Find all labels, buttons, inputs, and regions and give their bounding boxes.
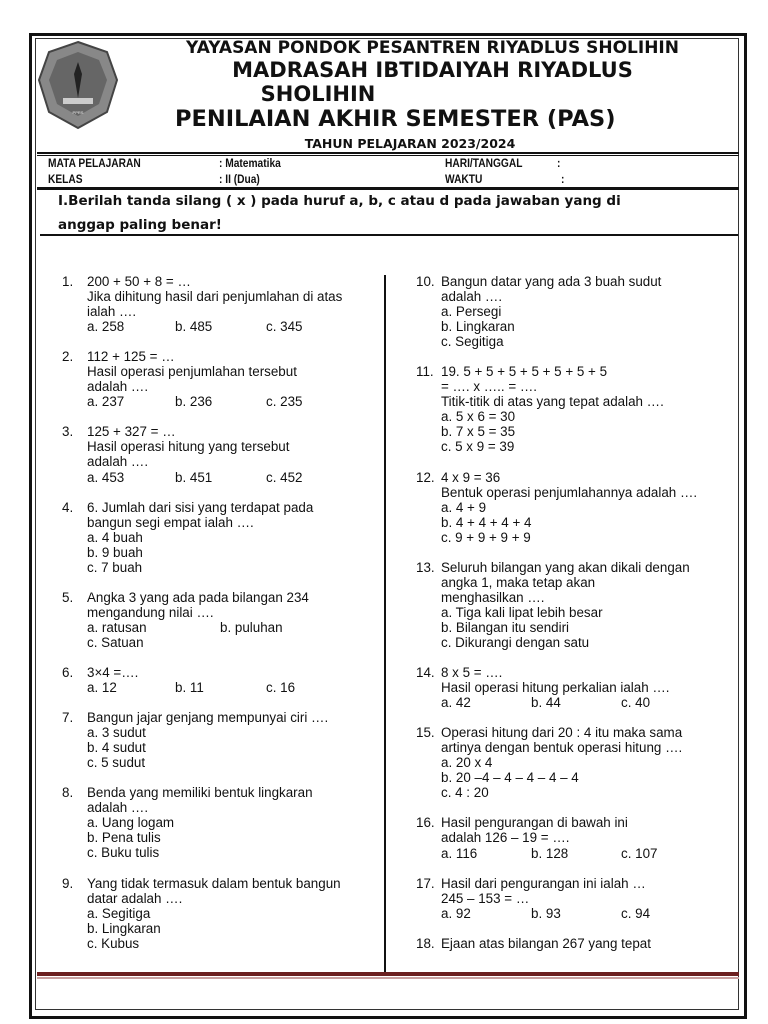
question-item	[416, 936, 736, 951]
question-number: 4.	[62, 499, 74, 515]
instruction-line-1: I.Berilah tanda silang ( x ) pada huruf a, b, c atau d pada jawaban yang di	[58, 193, 621, 209]
question-text: 19. 5 + 5 + 5 + 5 + 5 + 5 + 5	[441, 364, 608, 380]
answer-option[interactable]: b. Lingkaran	[87, 920, 161, 936]
question-item	[416, 725, 736, 800]
foundation-name: YAYASAN PONDOK PESANTREN RIYADLUS SHOLIHIN	[186, 38, 679, 58]
academic-year: TAHUN PELAJARAN 2023/2024	[304, 136, 516, 151]
answer-options	[87, 921, 377, 936]
answer-option[interactable]: b. Bilangan itu sendiri	[441, 619, 570, 635]
question-text: 6. Jumlah dari sisi yang terdapat pada	[87, 499, 314, 515]
question-item	[416, 560, 736, 650]
question-number: 15.	[416, 725, 435, 741]
question-body	[441, 725, 736, 800]
question-number: 3.	[62, 424, 74, 440]
answer-option[interactable]: b. 20 –4 – 4 – 4 – 4 – 4	[441, 770, 579, 786]
answer-option[interactable]: b. 485	[175, 319, 213, 335]
question-number: 7.	[62, 710, 74, 726]
answer-option[interactable]: a. 12	[87, 680, 117, 696]
question-text: datar adalah ….	[87, 890, 183, 906]
answer-options	[87, 906, 377, 921]
answer-option[interactable]: a. Segitiga	[87, 905, 151, 921]
question-text: bangun segi empat ialah ….	[87, 514, 254, 530]
answer-option[interactable]: b. 4 sudut	[87, 740, 146, 756]
class-value: : II (Dua)	[219, 172, 260, 186]
question-text: = …. x ….. = ….	[441, 379, 537, 395]
question-item	[62, 785, 377, 860]
question-item	[62, 500, 377, 575]
footer-rule	[37, 972, 739, 976]
info-rule	[37, 187, 739, 190]
question-body	[87, 274, 377, 334]
answer-option[interactable]: a. Persegi	[441, 304, 502, 320]
question-number: 11.	[416, 364, 434, 380]
answer-options	[441, 906, 736, 921]
question-number: 14.	[416, 665, 435, 681]
answer-option[interactable]: c. 235	[266, 394, 303, 410]
answer-option[interactable]: b. 44	[531, 695, 561, 711]
answer-options	[441, 846, 736, 861]
question-text: 4 x 9 = 36	[441, 469, 501, 485]
question-text: 3×4 =….	[87, 664, 139, 680]
answer-option[interactable]: b. 4 + 4 + 4 + 4	[441, 514, 532, 530]
question-text: adalah ….	[87, 454, 149, 470]
question-number: 6.	[62, 664, 74, 680]
answer-option[interactable]: c. 40	[621, 695, 651, 711]
questions-right-column	[416, 274, 736, 966]
answer-option[interactable]: c. 94	[621, 905, 651, 921]
answer-option[interactable]: c. 4 : 20	[441, 785, 489, 801]
question-body	[441, 936, 736, 951]
school-logo	[37, 40, 119, 130]
answer-options	[441, 500, 736, 515]
question-item	[416, 470, 736, 545]
answer-option[interactable]: c. Dikurangi dengan satu	[441, 634, 590, 650]
answer-options	[87, 845, 377, 860]
question-text: angka 1, maka tetap akan	[441, 574, 596, 590]
answer-option[interactable]: b. 93	[531, 905, 561, 921]
question-number: 5.	[62, 589, 74, 605]
question-body	[441, 665, 736, 710]
question-item	[416, 364, 736, 454]
answer-option[interactable]: c. Kubus	[87, 935, 140, 951]
answer-options	[441, 530, 736, 545]
answer-options	[87, 725, 377, 740]
answer-option[interactable]: a. 116	[441, 845, 478, 861]
answer-options	[441, 409, 736, 424]
answer-option[interactable]: c. 345	[266, 319, 303, 335]
question-body	[87, 876, 377, 951]
question-number: 8.	[62, 785, 74, 801]
question-body	[441, 364, 736, 454]
school-name: MADRASAH IBTIDAIYAH RIYADLUS	[232, 58, 633, 82]
answer-option[interactable]: c. 452	[266, 469, 303, 485]
answer-option[interactable]: b. 7 x 5 = 35	[441, 424, 516, 440]
question-number: 9.	[62, 875, 74, 891]
answer-option[interactable]: a. 3 sudut	[87, 725, 146, 741]
question-item	[416, 665, 736, 710]
instruction-line-2: anggap paling benar!	[58, 217, 222, 233]
question-number: 2.	[62, 349, 74, 365]
answer-option[interactable]: c. 9 + 9 + 9 + 9	[441, 529, 531, 545]
answer-options	[441, 319, 736, 334]
time-value: :	[561, 172, 565, 186]
question-text: Hasil dari pengurangan ini ialah …	[441, 875, 646, 891]
answer-options	[441, 605, 736, 620]
question-text: 200 + 50 + 8 = …	[87, 274, 191, 289]
answer-options	[87, 815, 377, 830]
answer-option[interactable]: b. 128	[531, 845, 569, 861]
question-text: adalah ….	[87, 800, 149, 816]
answer-options	[87, 560, 377, 575]
question-item	[62, 424, 377, 484]
question-text: Hasil operasi penjumlahan tersebut	[87, 364, 297, 380]
answer-option[interactable]: a. ratusan	[87, 619, 147, 635]
question-text: mengandung nilai ….	[87, 604, 214, 620]
question-item	[416, 876, 736, 921]
answer-options	[441, 304, 736, 319]
question-body	[87, 785, 377, 860]
question-text: Yang tidak termasuk dalam bentuk bangun	[87, 875, 341, 891]
answer-options	[87, 740, 377, 755]
question-number: 12.	[416, 469, 435, 485]
answer-options	[87, 635, 377, 650]
question-body	[441, 560, 736, 650]
day-label: HARI/TANGGAL	[445, 156, 523, 170]
question-body	[441, 815, 736, 860]
answer-option[interactable]: a. 453	[87, 469, 125, 485]
instruction-rule	[40, 234, 738, 236]
question-body	[441, 470, 736, 545]
answer-option[interactable]: a. 92	[441, 905, 471, 921]
question-text: Titik-titik di atas yang tepat adalah ….	[441, 394, 664, 410]
question-text: Operasi hitung dari 20 : 4 itu maka sama	[441, 725, 683, 741]
answer-options	[87, 936, 377, 951]
answer-options	[441, 620, 736, 635]
answer-options	[87, 319, 377, 334]
answer-option[interactable]: b. 451	[175, 469, 213, 485]
question-text: Hasil pengurangan di bawah ini	[441, 815, 628, 831]
footer-rule-light	[37, 977, 739, 979]
answer-options	[441, 515, 736, 530]
question-text: Seluruh bilangan yang akan dikali dengan	[441, 559, 690, 575]
header-rule-thin	[37, 155, 739, 156]
question-text: Jika dihitung hasil dari penjumlahan di atas	[87, 289, 343, 305]
answer-option[interactable]: c. 5 sudut	[87, 755, 146, 771]
question-body	[87, 665, 377, 695]
answer-options	[441, 635, 736, 650]
question-text: adalah ….	[441, 289, 503, 305]
answer-options	[87, 530, 377, 545]
question-body	[87, 590, 377, 650]
answer-options	[87, 394, 377, 409]
answer-option[interactable]: a. 20 x 4	[441, 755, 493, 771]
answer-option[interactable]: c. 107	[621, 845, 658, 861]
question-number: 10.	[416, 274, 435, 289]
answer-option[interactable]: a. Tiga kali lipat lebih besar	[441, 604, 603, 620]
question-item	[62, 876, 377, 951]
exam-title: PENILAIAN AKHIR SEMESTER (PAS)	[175, 106, 616, 132]
question-text: Hasil operasi hitung yang tersebut	[87, 439, 290, 455]
question-number: 17.	[416, 875, 435, 891]
question-item	[62, 665, 377, 695]
answer-option[interactable]: a. 258	[87, 319, 125, 335]
answer-options	[87, 545, 377, 560]
question-number: 18.	[416, 935, 435, 951]
column-divider	[384, 275, 386, 975]
answer-option[interactable]: b. 9 buah	[87, 544, 143, 560]
question-text: menghasilkan ….	[441, 589, 545, 605]
question-number: 13.	[416, 559, 435, 575]
answer-options	[441, 755, 736, 770]
answer-option[interactable]: b. 11	[175, 680, 204, 696]
subject-label: MATA PELAJARAN	[48, 156, 141, 170]
question-text: 112 + 125 = …	[87, 349, 175, 365]
answer-options	[441, 334, 736, 349]
question-item	[62, 590, 377, 650]
answer-option[interactable]: a. 4 + 9	[441, 499, 487, 515]
question-text: 245 – 153 = …	[441, 890, 530, 906]
class-label: KELAS	[48, 172, 83, 186]
answer-option[interactable]: b. 236	[175, 394, 213, 410]
question-text: artinya dengan bentuk operasi hitung ….	[441, 740, 683, 756]
question-text: ialah ….	[87, 304, 137, 320]
question-number: 16.	[416, 815, 435, 831]
answer-options	[87, 680, 377, 695]
question-item	[416, 274, 736, 349]
question-number: 1.	[62, 274, 74, 289]
question-body	[87, 710, 377, 770]
answer-option[interactable]: a. 42	[441, 695, 471, 711]
answer-options	[441, 424, 736, 439]
answer-option[interactable]: b. Lingkaran	[441, 319, 515, 335]
answer-option[interactable]: c. Buku tulis	[87, 845, 160, 861]
answer-option[interactable]: a. 5 x 6 = 30	[441, 409, 516, 425]
question-text: Bangun datar yang ada 3 buah sudut	[441, 274, 662, 289]
question-text: Benda yang memiliki bentuk lingkaran	[87, 785, 313, 801]
answer-options	[87, 755, 377, 770]
answer-option[interactable]: c. 5 x 9 = 39	[441, 439, 515, 455]
answer-option[interactable]: c. Satuan	[87, 634, 144, 650]
question-item	[416, 815, 736, 860]
answer-option[interactable]: a. 237	[87, 394, 125, 410]
answer-option[interactable]: b. puluhan	[220, 619, 283, 635]
question-body	[441, 876, 736, 921]
question-text: adalah ….	[87, 379, 149, 395]
school-name-cont: SHOLIHIN	[260, 82, 376, 106]
time-label: WAKTU	[445, 172, 483, 186]
answer-options	[441, 785, 736, 800]
question-text: Ejaan atas bilangan 267 yang tepat	[441, 935, 651, 951]
question-text: Bangun jajar genjang mempunyai ciri ….	[87, 710, 329, 726]
answer-options	[87, 470, 377, 485]
answer-option[interactable]: a. 4 buah	[87, 529, 143, 545]
header-rule	[37, 152, 739, 154]
svg-text:PPRS: PPRS	[72, 110, 84, 115]
answer-options	[87, 620, 377, 635]
answer-options	[441, 439, 736, 454]
question-item	[62, 710, 377, 770]
question-text: 8 x 5 = ….	[441, 665, 503, 681]
questions-left-column	[62, 274, 377, 966]
answer-option[interactable]: c. 16	[266, 680, 296, 696]
question-text: adalah 126 – 19 = ….	[441, 830, 570, 846]
question-body	[87, 349, 377, 409]
day-value: :	[557, 156, 561, 170]
question-text: Bentuk operasi penjumlahannya adalah ….	[441, 484, 698, 500]
answer-option[interactable]: c. 7 buah	[87, 559, 143, 575]
answer-options	[441, 770, 736, 785]
question-item	[62, 274, 377, 334]
answer-options	[441, 695, 736, 710]
question-body	[87, 500, 377, 575]
question-body	[441, 274, 736, 349]
question-item	[62, 349, 377, 409]
subject-value: : Matematika	[219, 156, 281, 170]
answer-option[interactable]: a. Uang logam	[87, 815, 175, 831]
answer-options	[87, 830, 377, 845]
question-text: Angka 3 yang ada pada bilangan 234	[87, 589, 309, 605]
answer-option[interactable]: c. Segitiga	[441, 334, 504, 350]
question-body	[87, 424, 377, 484]
question-text: 125 + 327 = …	[87, 424, 176, 440]
question-text: Hasil operasi hitung perkalian ialah ….	[441, 680, 670, 696]
answer-option[interactable]: b. Pena tulis	[87, 830, 161, 846]
